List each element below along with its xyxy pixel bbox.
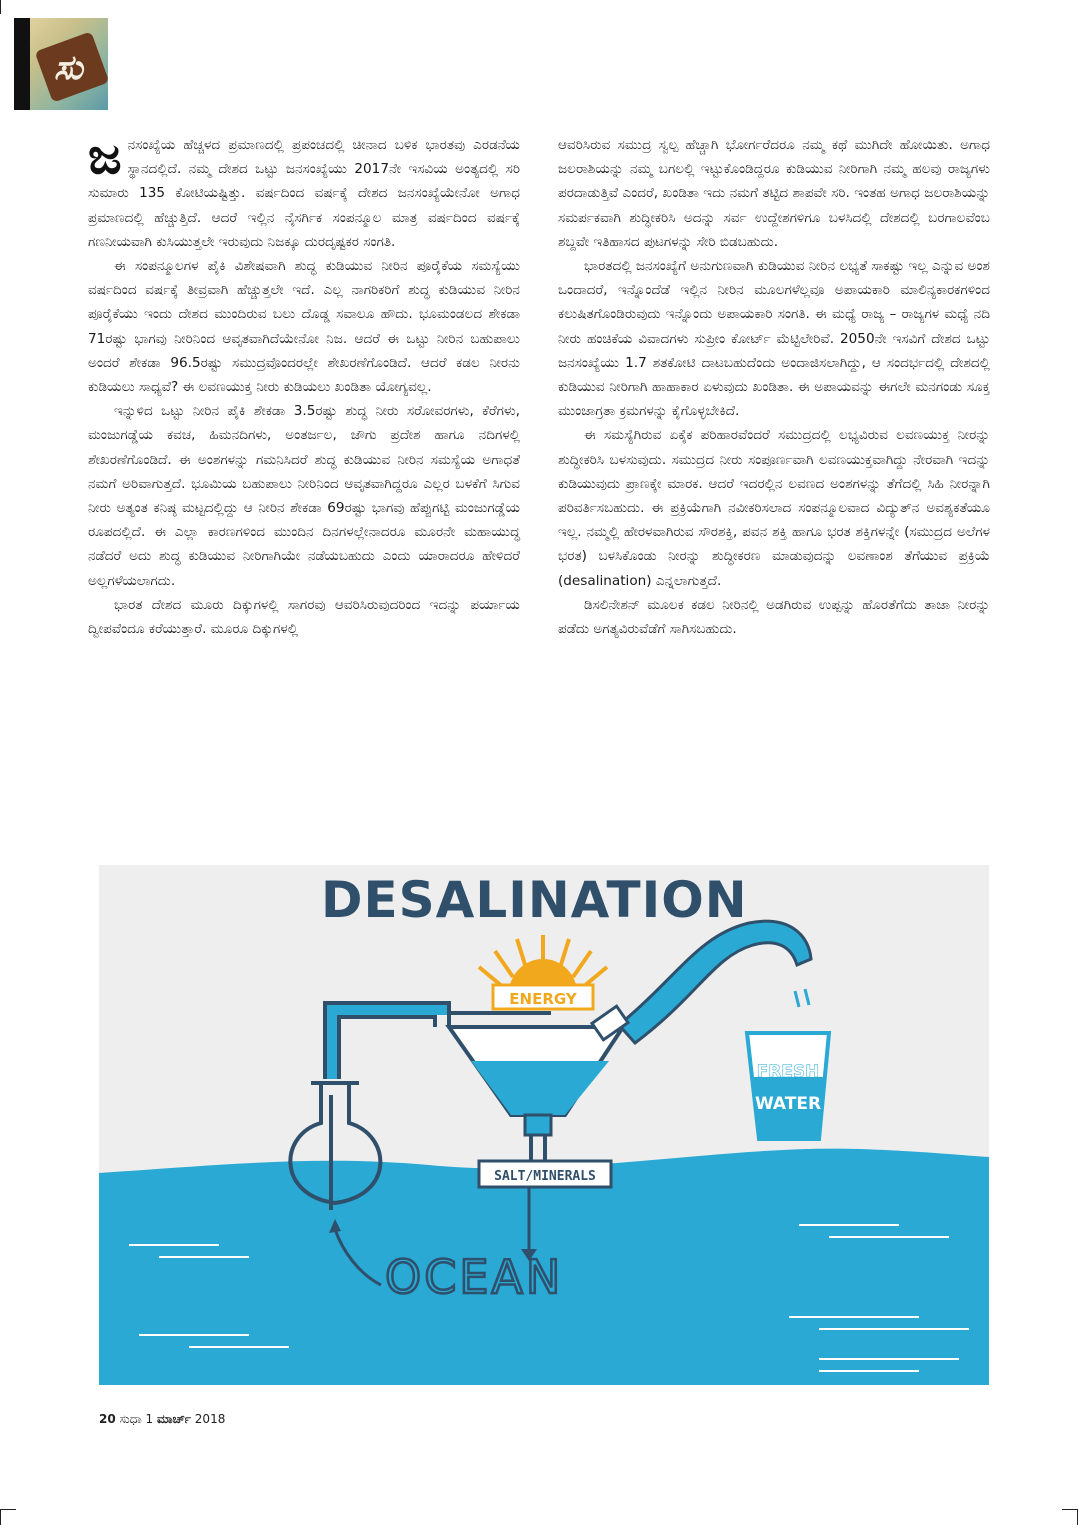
feed-pipe-fill (327, 1005, 337, 1079)
drop-cap: ಜ (88, 126, 122, 185)
paragraph: ಈ ಸಮಸ್ಯೆಗಿರುವ ಏಕೈಕ ಪರಿಹಾರವೆಂದರೆ ಸಮುದ್ರದಲ್ಲಿ ಲಭ್ಯವಿರುವ ಲವಣಯುಕ್ತ ನೀರನ್ನು ಶುದ್ಧೀಕರಿಸಿ ಬಳಸುವುದು. ಸಮುದ್ರದ ನೀರು ಸಂಪೂರ್ಣವಾಗಿ ಲವಣಯುಕ್ತವಾಗಿದ್ದು ನೇರವಾಗಿ ಇದನ್ನು ಕುಡಿಯುವುದು ಪ್ರಾಣಕ್ಕೇ ಮಾರಕ. ಆದರೆ ಇದರಲ್ಲಿನ ಲವಣದ ಅಂಶಗಳನ್ನು ತೆಗೆದಲ್ಲಿ ಸಿಹಿ ನೀರನ್ನಾಗಿ ಪರಿವರ್ತಿಸಬಹುದು. ಈ ಪ್ರಕ್ರಿಯೆಗಾಗಿ ನವೀಕರಿಸಲಾದ ಸಂಪನ್ಮೂಲವಾದ ವಿದ್ಯುತ್‌ನ ಅವಶ್ಯಕತೆಯೂ ಇಲ್ಲ. ನಮ್ಮಲ್ಲಿ ಹೇರಳವಾಗಿರುವ ಸೌರಶಕ್ತಿ, ಪವನ ಶಕ್ತಿ ಹಾಗೂ ಭರತ ಶಕ್ತಿಗಳನ್ನೇ (ಸಮುದ್ರದ ಅಲೆಗಳ ಭರತ) ಬಳಸಿಕೊಂಡು ನೀರನ್ನು ಶುದ್ಧೀಕರಣ ಮಾಡುವುದನ್ನು ಲವಣಾಂಶ ತೆಗೆಯುವ ಪ್ರಕ್ರಿಯೆ (desalination) ಎನ್ನಲಾಗುತ್ತದೆ. (558, 427, 990, 589)
paragraph: ಡಿಸಲಿನೇಶನ್ ಮೂಲಕ ಕಡಲ ನೀರಿನಲ್ಲಿ ಅಡಗಿರುವ ಉಪ್ಪನ್ನು ಹೊರತೆಗೆದು ತಾಜಾ ನೀರನ್ನು ಪಡೆದು ಅಗತ್ಯವಿರುವೆಡೆಗೆ ಸಾಗಿಸಬಹುದು. (558, 596, 990, 638)
magazine-name: ಸುಧಾ (119, 1412, 142, 1426)
paragraph: ಆವರಿಸಿರುವ ಸಮುದ್ರ ಸ್ವಲ್ಪ ಹೆಚ್ಚಾಗಿ ಭೋರ್ಗರೆದರೂ ನಮ್ಮ ಕಥೆ ಮುಗಿದೇ ಹೋಯಿತು. ಅಗಾಧ ಜಲರಾಶಿಯನ್ನು ನಮ್ಮ ಬಗಲಲ್ಲಿ ಇಟ್ಟುಕೊಂಡಿದ್ದರೂ ಕುಡಿಯುವ ನೀರಿಗಾಗಿ ನಮ್ಮ ಹಲವು ರಾಜ್ಯಗಳು ಪರದಾಡುತ್ತಿವೆ ಎಂದರೆ, ಖಂಡಿತಾ ಇದು ನಮಗೆ ತಟ್ಟಿದ ಶಾಪವೇ ಸರಿ. ಇಂತಹ ಅಗಾಧ ಜಲರಾಶಿಯನ್ನು ಸಮರ್ಪಕವಾಗಿ ಶುದ್ಧೀಕರಿಸಿ ಅದನ್ನು ಸರ್ವ ಉದ್ದೇಶಗಳಿಗೂ ಬಳಸಿದಲ್ಲಿ ದೇಶದಲ್ಲಿ ಬರಗಾಲವೆಂಬ ಶಬ್ದವೇ ಇತಿಹಾಸದ ಪುಟಗಳನ್ನು ಸೇರಿ ಬಿಡಬಹುದು. (558, 137, 990, 250)
outlet-pipe (619, 921, 811, 1043)
crop-mark (0, 0, 1, 14)
water-drops-icon (795, 989, 809, 1007)
paragraph: ಭಾರತದಲ್ಲಿ ಜನಸಂಖ್ಯೆಗೆ ಅನುಗುಣವಾಗಿ ಕುಡಿಯುವ ನೀರಿನ ಲಭ್ಯತೆ ಸಾಕಷ್ಟು ಇಲ್ಲ ಎನ್ನುವ ಅಂಶ ಒಂದಾದರೆ, ಇನ್ನೊಂದೆಡೆ ಇಲ್ಲಿನ ನೀರಿನ ಮೂಲಗಳೆಲ್ಲವೂ ಅಪಾಯಕಾರಿ ಮಾಲಿನ್ಯಕಾರಕಗಳಿಂದ ಕಲುಷಿತಗೊಂಡಿರುವುದು ಇನ್ನೊಂದು ಅಪಾಯಕಾರಿ ಸಂಗತಿ. ಈ ಮಧ್ಯೆ ರಾಜ್ಯ – ರಾಜ್ಯಗಳ ಮಧ್ಯೆ ನದಿ ನೀರು ಹಂಚಿಕೆಯ ವಿವಾದಗಳು ಸುಪ್ರೀಂ ಕೋರ್ಟ್ ಮೆಟ್ಟಿಲೇರಿವೆ. 2050ನೇ ಇಸವಿಗೆ ದೇಶದ ಒಟ್ಟು ಜನಸಂಖ್ಯೆಯು 1.7 ಶತಕೋಟಿ ದಾಟಬಹುದೆಂದು ಅಂದಾಜಿಸಲಾಗಿದ್ದು, ಆ ಸಂದರ್ಭದಲ್ಲಿ ದೇಶದಲ್ಲಿ ಕುಡಿಯುವ ನೀರಿಗಾಗಿ ಹಾಹಾಕಾರ ಏಳುವುದು ಖಂಡಿತಾ. ಈ ಅಪಾಯವನ್ನು ಈಗಲೇ ಮನಗಂಡು ಸೂಕ್ತ ಮುಂಜಾಗ್ರತಾ ಕ್ರಮಗಳನ್ನು ಕೈಗೊಳ್ಳಬೇಕಿದೆ. (558, 258, 990, 420)
paragraph: ಜನಸಂಖ್ಯೆಯ ಹೆಚ್ಚಳದ ಪ್ರಮಾಣದಲ್ಲಿ ಪ್ರಪಂಚದಲ್ಲಿ ಚೀನಾದ ಬಳಿಕ ಭಾರತವು ಎರಡನೆಯ ಸ್ಥಾನದಲ್ಲಿದೆ. ನಮ್ಮ ದೇಶದ ಒಟ್ಟು ಜನಸಂಖ್ಯೆಯು 2017ನೇ ಇಸವಿಯ ಅಂತ್ಯದಲ್ಲಿ ಸರಿ ಸುಮಾರು 135 ಕೋಟಿಯಷ್ಟಿತ್ತು. ವರ್ಷದಿಂದ ವರ್ಷಕ್ಕೆ ದೇಶದ ಜನಸಂಖ್ಯೆಯೇನೋ ಅಗಾಧ ಪ್ರಮಾಣದಲ್ಲಿ ಹೆಚ್ಚುತ್ತಿದೆ. ಆದರೆ ಇಲ್ಲಿನ ನೈಸರ್ಗಿಕ ಸಂಪನ್ಮೂಲ ಮಾತ್ರ ವರ್ಷದಿಂದ ವರ್ಷಕ್ಕೆ ಗಣನೀಯವಾಗಿ ಕುಸಿಯುತ್ತಲೇ ಇರುವುದು ನಿಜಕ್ಕೂ ದುರದೃಷ್ಟಕರ ಸಂಗತಿ. (88, 126, 520, 250)
article-right-column (558, 133, 990, 641)
feed-pipe-top (327, 1005, 447, 1015)
paragraph: ಇನ್ನುಳಿದ ಒಟ್ಟು ನೀರಿನ ಪೈಕಿ ಶೇಕಡಾ 3.5ರಷ್ಟು ಶುದ್ಧ ನೀರು ಸರೋವರಗಳು, ಕೆರೆಗಳು, ಮಂಜುಗಡ್ಡೆಯ ಕವಚ, ಹಿಮನದಿಗಳು, ಅಂತರ್ಜಲ, ಜೌಗು ಪ್ರದೇಶ ಹಾಗೂ ನದಿಗಳಲ್ಲಿ ಶೇಖರಣೆಗೊಂಡಿದೆ. ಈ ಅಂಶಗಳನ್ನು ಗಮನಿಸಿದರೆ ಶುದ್ಧ ಕುಡಿಯುವ ನೀರಿನ ಸಮಸ್ಯೆಯ ಅಗಾಧತೆ ನಮಗೆ ಅರಿವಾಗುತ್ತದೆ. ಭೂಮಿಯ ಬಹುಪಾಲು ನೀರಿನಿಂದ ಆವೃತವಾಗಿದ್ದರೂ ಎಲ್ಲರ ಬಳಕೆಗೆ ಸಿಗುವ ನೀರು ಅತ್ಯಂತ ಕನಿಷ್ಠ ಮಟ್ಟದಲ್ಲಿದ್ದು ಆ ನೀರಿನ ಶೇಕಡಾ 69ರಷ್ಟು ಭಾಗವು ಹೆಪ್ಪುಗಟ್ಟಿ ಮಂಜುಗಡ್ಡೆಯ ರೂಪದಲ್ಲಿದೆ. ಈ ಎಲ್ಲಾ ಕಾರಣಗಳಿಂದ ಮುಂದಿನ ದಿನಗಳಲ್ಲೇನಾದರೂ ಮೂರನೇ ಮಹಾಯುದ್ಧ ನಡೆದರೆ ಅದು ಶುದ್ಧ ಕುಡಿಯುವ ನೀರಿಗಾಗಿಯೇ ನಡೆಯಬಹುದು ಎಂದು ಯಾರಾದರೂ ಹೇಳಿದರೆ ಅಲ್ಲಗಳೆಯಲಾಗದು. (88, 403, 520, 589)
paragraph: ಭಾರತ ದೇಶದ ಮೂರು ದಿಕ್ಕುಗಳಲ್ಲಿ ಸಾಗರವು ಆವರಿಸಿರುವುದರಿಂದ ಇದನ್ನು ಪರ್ಯಾಯ ದ್ವೀಪವೆಂದೂ ಕರೆಯುತ್ತಾರೆ. ಮೂರೂ ದಿಕ್ಕುಗಳಲ್ಲಿ (88, 596, 520, 638)
issue-day: 1 (145, 1412, 154, 1426)
article-left-column (88, 126, 520, 641)
funnel-water (471, 1061, 609, 1115)
page-footer (99, 1412, 225, 1427)
fresh-label: FRESH (756, 1062, 820, 1082)
issue-year: 2018 (194, 1412, 226, 1426)
crop-mark (0, 1510, 1, 1525)
magazine-logo (14, 18, 108, 110)
ocean-label: OCEAN (385, 1250, 564, 1304)
salt-label: SALT/MINERALS (494, 1169, 596, 1184)
funnel-neck (525, 1115, 551, 1135)
crop-mark (1062, 1509, 1078, 1510)
page-number: 20 (99, 1412, 116, 1426)
energy-label: ENERGY (509, 990, 577, 1008)
water-label: WATER (754, 1094, 822, 1114)
issue-month: ಮಾರ್ಚ್ (157, 1412, 191, 1426)
paragraph: ಈ ಸಂಪನ್ಮೂಲಗಳ ಪೈಕಿ ವಿಶೇಷವಾಗಿ ಶುದ್ಧ ಕುಡಿಯುವ ನೀರಿನ ಪೂರೈಕೆಯ ಸಮಸ್ಯೆಯು ವರ್ಷದಿಂದ ವರ್ಷಕ್ಕೆ ತೀವ್ರವಾಗಿ ಹೆಚ್ಚುತ್ತಲೇ ಇದೆ. ಎಲ್ಲ ನಾಗರಿಕರಿಗೆ ಶುದ್ಧ ಕುಡಿಯುವ ನೀರಿನ ಪೂರೈಕೆಯು ಇಂದು ದೇಶದ ಮುಂದಿರುವ ಬಲು ದೊಡ್ಡ ಸವಾಲೂ ಹೌದು. ಭೂಮಂಡಲದ ಶೇಕಡಾ 71ರಷ್ಟು ಭಾಗವು ನೀರಿನಿಂದ ಆವೃತವಾಗಿದೆಯೇನೋ ನಿಜ. ಆದರೆ ಈ ಒಟ್ಟು ನೀರಿನ ಬಹುಪಾಲು ಅಂದರೆ ಶೇಕಡಾ 96.5ರಷ್ಟು ಸಮುದ್ರವೊಂದರಲ್ಲೇ ಶೇಖರಣೆಗೊಂಡಿದೆ. ಆದರೆ ಕಡಲ ನೀರನು ಕುಡಿಯಲು ಸಾಧ್ಯವೆ? ಈ ಲವಣಯುಕ್ತ ನೀರು ಕುಡಿಯಲು ಖಂಡಿತಾ ಯೋಗ್ಯವಲ್ಲ. (88, 258, 520, 396)
desalination-illustration (99, 865, 989, 1385)
figure-title: DESALINATION (321, 871, 748, 929)
logo-mark-icon: ಸು (54, 48, 83, 88)
crop-mark (0, 1509, 16, 1510)
logo-bar (14, 18, 30, 110)
